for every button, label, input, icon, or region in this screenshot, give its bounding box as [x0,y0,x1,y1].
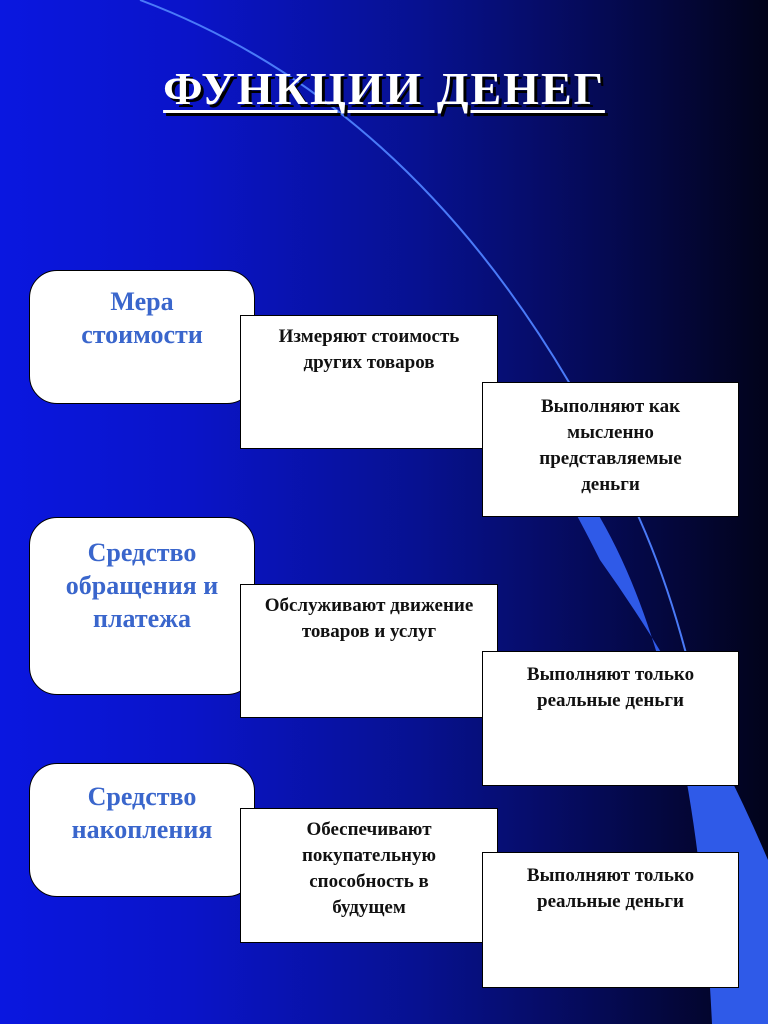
function-note-box: Выполняют как мысленно представляемые деньги [482,382,739,517]
function-description-box: Обслуживают движение товаров и услуг [240,584,498,718]
function-card-store-of-value: Средство накопления [29,763,255,897]
function-description-box: Измеряют стоимость других товаров [240,315,498,449]
function-note-box: Выполняют только реальные деньги [482,852,739,988]
function-description-box: Обеспечивают покупательную способность в будущем [240,808,498,943]
function-note-box: Выполняют только реальные деньги [482,651,739,786]
function-card-measure-of-value: Мера стоимости [29,270,255,404]
function-card-medium-of-exchange: Средство обращения и платежа [29,517,255,695]
page-title: ФУНКЦИИ ДЕНЕГ [163,63,605,114]
